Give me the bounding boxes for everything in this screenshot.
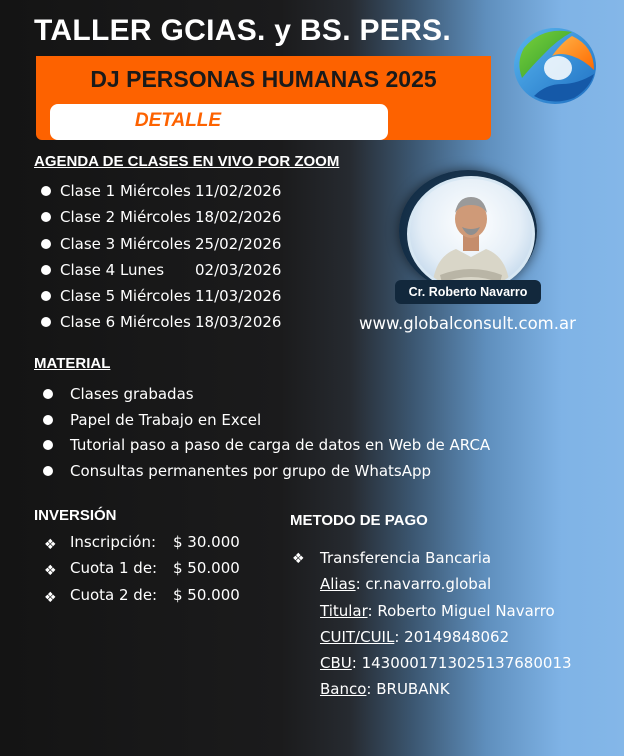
list-item: Clase 6 Miércoles 18/03/2026 [60, 312, 281, 338]
list-item: Clases grabadas [70, 384, 490, 410]
bullet-icon [41, 239, 51, 249]
bullet-icon [43, 440, 53, 450]
list-item: Clase 3 Miércoles 25/02/2026 [60, 234, 281, 260]
bullet-icon [43, 415, 53, 425]
pago-method: ❖ Transferencia Bancaria [292, 549, 492, 567]
list-item: Clase 1 Miércoles 11/02/2026 [60, 181, 281, 207]
pago-alias: Alias: cr.navarro.global [320, 575, 492, 594]
bullet-icon [41, 291, 51, 301]
pago-cbu: CBU: 1430001713025137680013 [320, 654, 572, 673]
pago-banco: Banco: BRUBANK [320, 680, 450, 699]
bullet-icon [41, 212, 51, 222]
bullet-icon [43, 466, 53, 476]
diamond-bullet-icon: ❖ [292, 551, 305, 567]
profile-name: Cr. Roberto Navarro [395, 280, 541, 304]
list-item: Consultas permanentes por grupo de WhatsApp [70, 461, 490, 487]
list-item: Clase 5 Miércoles 11/03/2026 [60, 286, 281, 312]
bullet-icon [41, 265, 51, 275]
pago-cuit: CUIT/CUIL: 20149848062 [320, 627, 510, 646]
inversion-list [44, 532, 240, 611]
pago-details [292, 548, 572, 706]
globalconsult-logo-icon [512, 26, 598, 106]
list-item: Clase 4 Lunes 02/03/2026 [60, 260, 281, 286]
material-list [70, 384, 490, 487]
banner-title: DJ PERSONAS HUMANAS 2025 [90, 66, 437, 92]
bullet-icon [41, 186, 51, 196]
diamond-bullet-icon: ❖ [44, 563, 57, 580]
profile-photo [407, 176, 535, 292]
agenda-heading: AGENDA DE CLASES EN VIVO POR ZOOM [34, 153, 340, 170]
website-link[interactable]: www.globalconsult.com.ar [359, 314, 576, 333]
detail-label: DETALLE [134, 110, 222, 131]
list-item: ❖ Cuota 2 de: $ 50.000 [44, 585, 240, 606]
person-icon [410, 179, 532, 289]
bullet-icon [43, 389, 53, 399]
pago-titular: Titular: Roberto Miguel Navarro [320, 601, 555, 620]
list-item: ❖ Cuota 1 de: $ 50.000 [44, 559, 240, 580]
material-heading: MATERIAL [34, 355, 111, 372]
list-item: ❖ Inscripción: $ 30.000 [44, 533, 240, 553]
list-item: Tutorial paso a paso de carga de datos en Web de ARCA [70, 435, 490, 461]
diamond-bullet-icon: ❖ [44, 589, 57, 606]
pago-heading: METODO DE PAGO [290, 512, 428, 529]
bullet-icon [41, 317, 51, 327]
inversion-heading: INVERSIÓN [34, 507, 117, 524]
list-item: Clase 2 Miércoles 18/02/2026 [60, 207, 281, 233]
list-item: Papel de Trabajo en Excel [70, 410, 490, 436]
agenda-list [60, 181, 281, 339]
diamond-bullet-icon: ❖ [44, 537, 57, 553]
main-title: TALLER GCIAS. y BS. PERS. [34, 14, 451, 47]
